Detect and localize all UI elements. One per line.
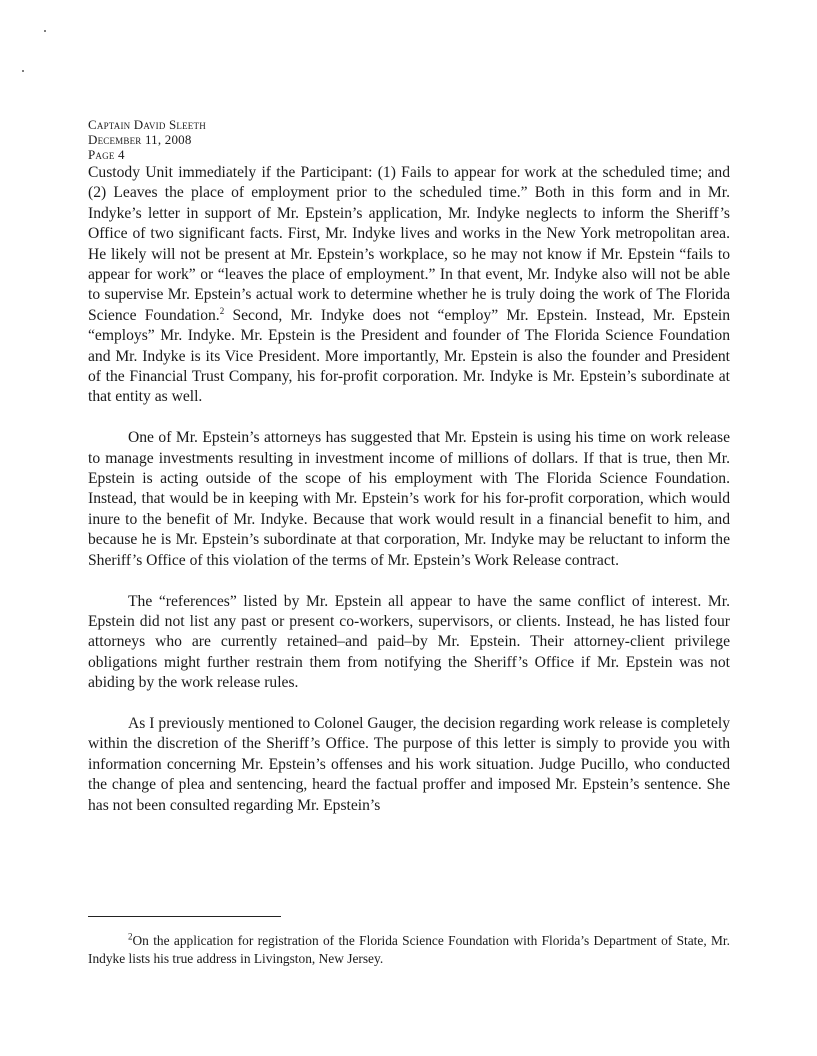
footnote — [88, 932, 730, 967]
page-number: Page 4 — [88, 147, 125, 162]
recipient-name: Captain David Sleeth — [88, 117, 206, 132]
footnote-reference: 2 — [219, 305, 225, 316]
paragraph-2: One of Mr. Epstein’s attorneys has suggested that Mr. Epstein is using his time on work release to manage investments resulting in investment income of millions of dollars. If that is true, then Mr. Epstein is acting outside of the scope of his employment with The Florida Science Foundation. Instead, that would be in keeping with Mr. Epstein’s work for his for-profit corporation, which would inure to the benefit of Mr. Indyke. Because that work would result in a financial benefit to him, and because he is Mr. Epstein’s subordinate at that corporation, Mr. Indyke may be reluctant to inform the Sheriff’s Office of this violation of the terms of Mr. Epstein’s Work Release contract. — [88, 429, 730, 569]
paragraph-4: As I previously mentioned to Colonel Gauger, the decision regarding work release is completely within the discretion of the Sheriff’s Office. The purpose of this letter is simply to provide you with information concerning Mr. Epstein’s offenses and his work situation. Judge Pucillo, who conducted the change of plea and sentencing, heard the factual proffer and imposed Mr. Epstein’s sentence. She has not been consulted regarding Mr. Epstein’s — [88, 714, 730, 814]
footnote-text: On the application for registration of the Florida Science Foundation with Florida’s Department of State, Mr. Indyke lists his true address in Livingston, New Jersey. — [88, 933, 730, 966]
letter-header — [88, 117, 206, 162]
footnote-divider — [88, 916, 281, 917]
paragraph-3: The “references” listed by Mr. Epstein all appear to have the same conflict of interest. Mr. Epstein did not list any past or present co-workers, supervisors, or clients. Instead, he has listed four attorneys who are currently retained–and paid–by Mr. Epstein. Their attorney-client privilege obligations might further restrain them from notifying the Sheriff’s Office if Mr. Epstein was not abiding by the work release rules. — [88, 592, 730, 692]
letter-date: December 11, 2008 — [88, 132, 192, 147]
letter-body — [88, 163, 730, 836]
paragraph-1 — [88, 163, 730, 408]
paragraph-1-text-a: Custody Unit immediately if the Participant: (1) Fails to appear for work at the scheduled time; and (2) Leaves the place of employment prior to the scheduled time.” Both in this form and in Mr. Indyke’s letter in support of Mr. Epstein’s application, Mr. Indyke neglects to inform the Sheriff’s Office of two significant facts. First, Mr. Indyke lives and works in the New York metropolitan area. He likely will not be present at Mr. Epstein’s workplace, so he may not know if Mr. Epstein “fails to appear for work” or “leaves the place of employment.” In that event, Mr. Indyke also will not be able to supervise Mr. Epstein’s actual work to determine whether he is truly doing the work of The Florida Science Foundation. — [88, 164, 730, 324]
scan-speck — [44, 30, 46, 32]
footnote-number: 2 — [128, 931, 133, 942]
paragraph-1-text-b: Second, Mr. Indyke does not “employ” Mr. Epstein. Instead, Mr. Epstein “employs” Mr. Indyke. Mr. Epstein is the President and founder of The Florida Science Foundation and Mr. Indyke is its Vice President. More importantly, Mr. Epstein is also the founder and President of the Financial Trust Company, his for-profit corporation. Mr. Indyke is Mr. Epstein’s subordinate at that entity as well. — [88, 306, 731, 406]
scan-speck — [22, 70, 24, 72]
